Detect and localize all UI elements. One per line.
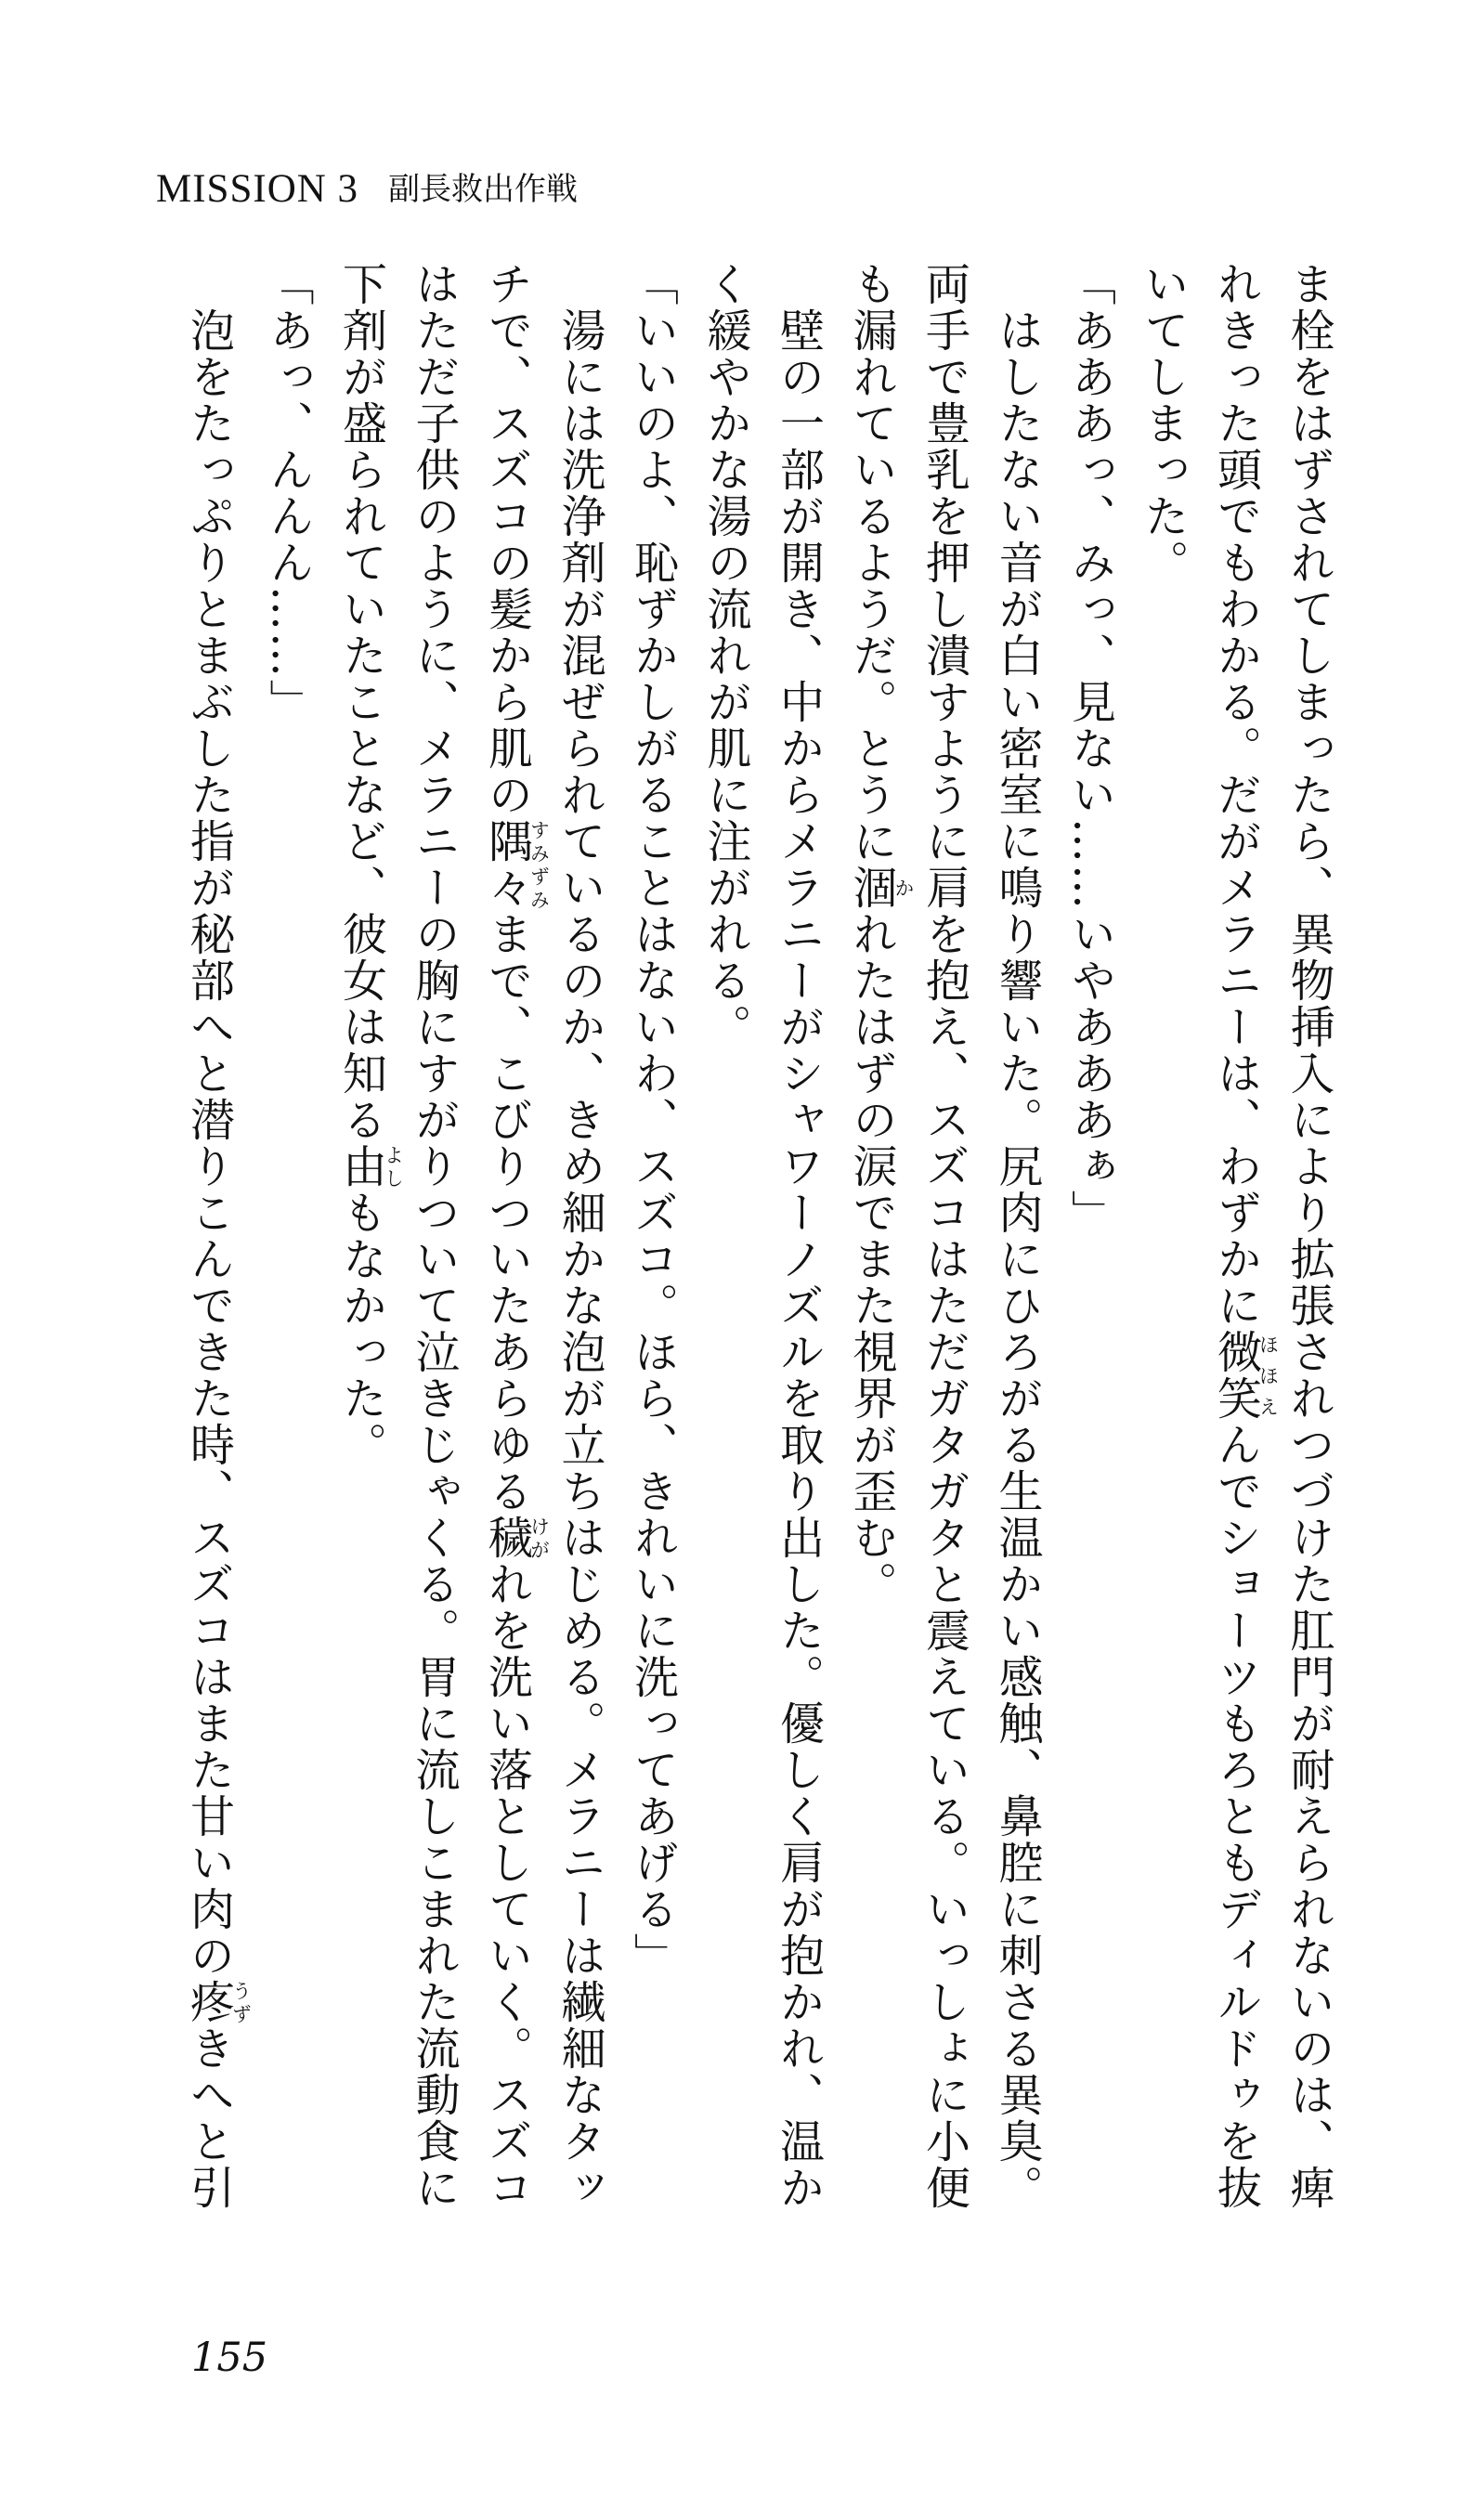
ruby-annotated-word: 涸か [845, 865, 915, 911]
chapter-title-label: 副長救出作戦 [388, 171, 579, 208]
chapter-header [156, 163, 578, 212]
paragraph: 壁の一部が開き、中からメラニーがシャワーノズルを取り出した。優しく肩が抱かれ、温かく緩やかな湯の流れが肌に注がれる。 [699, 261, 825, 2211]
paragraph: 「あっ、んんん……」 [262, 261, 314, 725]
ruby-annotated-word: 穢けが [480, 1515, 551, 1561]
paragraph: 湯には洗浄剤が混ぜられているのか、きめ細かな泡が立ちはじめる。メラニーは繊細なタッチで、スズコの髪から肌の隅々すみずみまで、こびりついたあらゆる穢けがれを洗い落としていく。スズコはただ子供のように、メラニーの胸にすがりついて泣きじゃくる。胃に流しこまれた流動食に下剤が盛られていたことなど、彼女は知る由よしもなかった。 [334, 261, 605, 2211]
ruby-annotated-word: 隅々すみずみ [480, 818, 551, 911]
paragraph: ま栓をはずされてしまったら、異物挿入により拡張されつづけた肛門が耐えられないのは、痺れきった頭でもわかる。だがメラニーは、わずかに微笑ほほえんでショーツもろともディルドゥを抜いてしまった。 [1137, 261, 1334, 2211]
ruby-annotated-word: 微笑ほほえ [1209, 1329, 1280, 1422]
body-text [172, 261, 1345, 2233]
paragraph: 「あああっ、みっ、見ない……いやあああぁ」 [1063, 261, 1116, 1236]
page-number: 155 [191, 2335, 268, 2381]
paragraph: 「いいのよ、恥ずかしがることはないわ、スズコ。ほら、きれいに洗ってあげる」 [626, 261, 679, 1979]
paragraph: 泡をたっぷりとまぶした指が秘部へと潜りこんできた時、スズコはまた甘い肉の疼うずきへと引 [182, 307, 253, 2211]
ruby-annotated-word: 疼うず [182, 1979, 253, 2025]
paragraph: はしたない音が白い密室に鳴り響いた。尻肉にひろがる生温かい感触、鼻腔に刺さる異臭。両手で豊乳を押し潰すように肩を抱え、スズコはただガタガタと震えている。いっしょに小便も漏れているようだ。とうに涸かれたはずの涙でまた視界が歪む。 [845, 261, 1043, 2211]
mission-number-label: MISSION 3 [156, 167, 359, 211]
ruby-annotated-word: 由よし [334, 1143, 405, 1190]
